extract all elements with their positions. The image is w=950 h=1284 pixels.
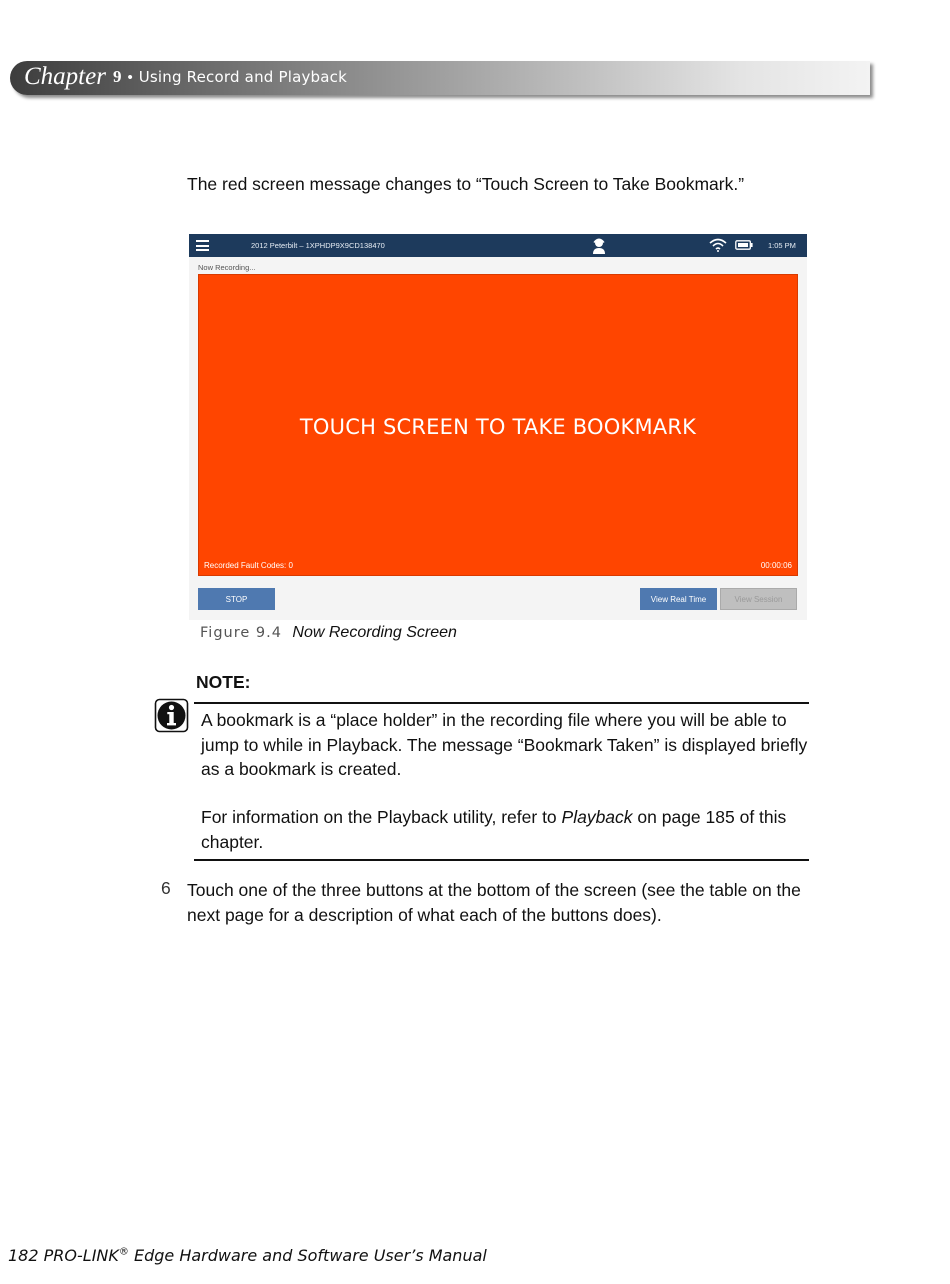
recording-status: Now Recording... [198,263,256,272]
registered-mark: ® [118,1246,129,1258]
note-p2-after: on page 185 of this chapter. [201,807,787,852]
bookmark-touch-area[interactable] [198,274,798,576]
stop-button[interactable]: STOP [198,588,275,610]
figure-caption [200,624,457,642]
view-real-time-button[interactable]: View Real Time [640,588,717,610]
note-paragraph-1: A bookmark is a “place holder” in the recording file where you will be able to jump to while in Playback. The message “Bookmark Taken” is displayed briefly as a bookmark is created. [201,710,808,779]
step-text: Touch one of the three buttons at the bottom of the screen (see the table on the next page for a description of what each of the buttons does). [187,880,801,925]
note-p2-before: For information on the Playback utility, refer to [201,807,562,827]
info-icon [154,698,189,733]
chapter-word: Chapter [24,63,106,90]
playback-reference: Playback [561,807,633,827]
fault-code-count: Recorded Fault Codes: 0 [204,561,293,570]
battery-icon [735,240,753,250]
menu-icon[interactable] [196,240,209,251]
recording-timer: 00:00:06 [760,561,792,570]
figure-title: Now Recording Screen [292,624,457,641]
intro-paragraph: The red screen message changes to “Touch Screen to Take Bookmark.” [187,174,745,194]
page-footer [8,1246,487,1265]
figure-label: Figure 9.4 [200,625,282,641]
wifi-icon [709,238,727,252]
chapter-number: 9 [112,67,122,86]
product-name: PRO-LINK [43,1246,119,1265]
manual-title: Edge Hardware and Software User’s Manual [128,1246,487,1265]
chapter-header [24,60,347,94]
note-paragraph-2 [201,805,813,854]
note-heading: NOTE: [196,672,251,692]
page-number: 182 [8,1246,39,1265]
top-bar [189,234,807,257]
note-top-rule [194,702,809,704]
bookmark-message: TOUCH SCREEN TO TAKE BOOKMARK [299,415,697,439]
now-recording-screen [189,234,807,620]
vehicle-label: 2012 Peterbilt – 1XPHDP9X9CD138470 [251,241,385,250]
note-bottom-rule [194,859,809,861]
chapter-title: Using Record and Playback [138,68,347,86]
chapter-separator: • [127,68,133,86]
view-session-button[interactable]: View Session [720,588,797,610]
clock: 1:05 PM [768,241,796,250]
technician-icon[interactable] [591,237,607,254]
step-number: 6 [161,878,171,898]
